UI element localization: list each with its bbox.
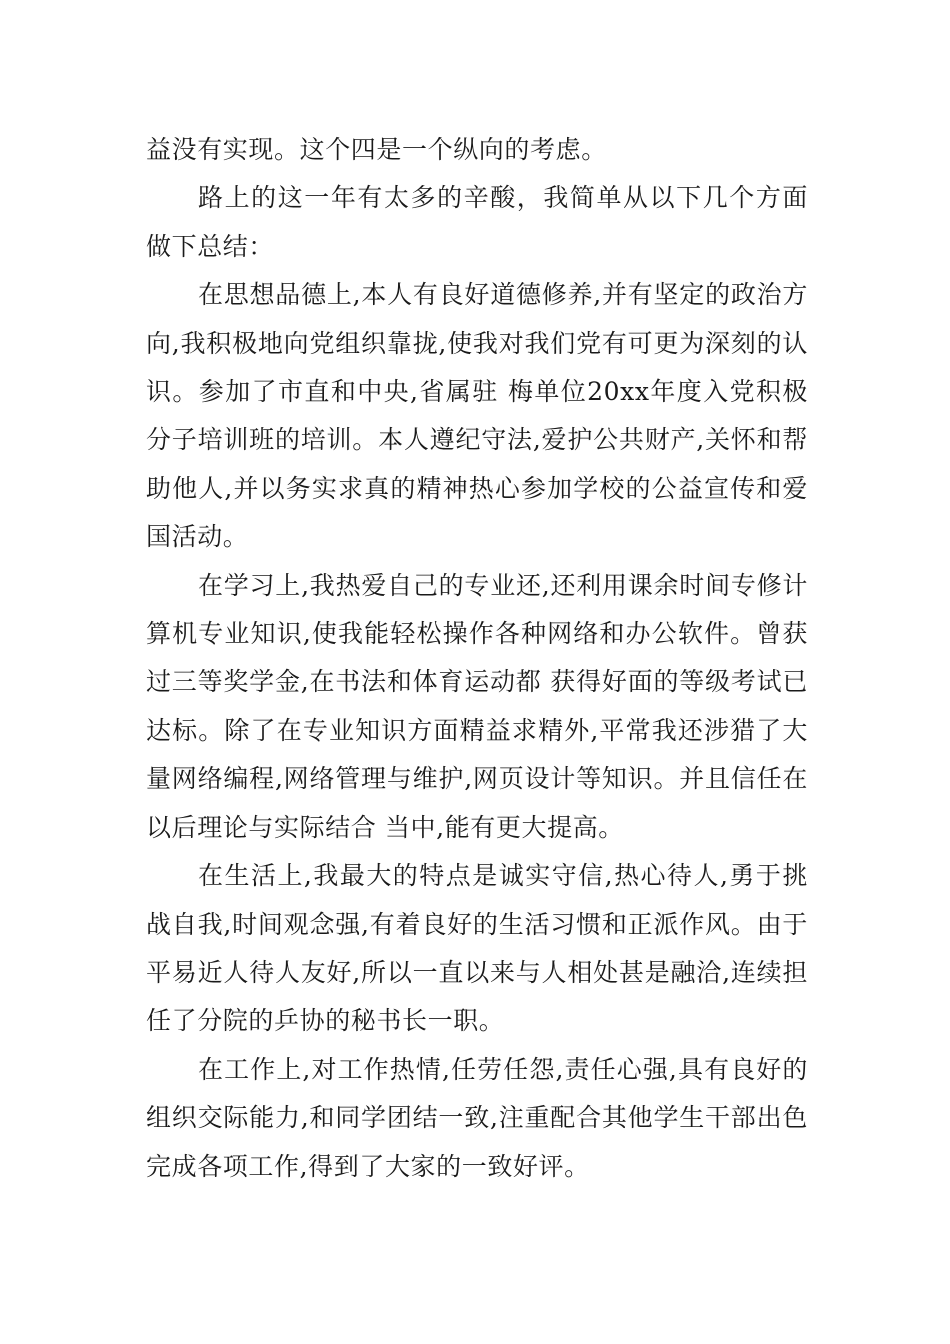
paragraph-ideology: 在思想品德上,本人有良好道德修养,并有坚定的政治方向,我积极地向党组织靠拢,使我对我们党有可更为深刻的认识。参加了市直和中央,省属驻 梅单位20xx年度入党积极分子培训班的培训。本人遵纪守法,爱护公共财产,关怀和帮助他人,并以务实求真的精神热心参加学校的公益宣传和爱国活动。 (146, 280, 808, 552)
paragraph-continuation: 益没有实现。这个四是一个纵向的考虑。 (146, 135, 607, 164)
document-body (146, 126, 808, 1191)
paragraph-study: 在学习上,我热爱自己的专业还,还利用课余时间专修计算机专业知识,使我能轻松操作各种网络和办公软件。曾获过三等奖学金,在书法和体育运动都 获得好面的等级考试已达标。除了在专业知识方面精益求精外,平常我还涉猎了大量网络编程,网络管理与维护,网页设计等知识。并且信任在以后理论与实际结合 当中,能有更大提高。 (146, 570, 808, 842)
paragraph-life: 在生活上,我最大的特点是诚实守信,热心待人,勇于挑战自我,时间观念强,有着良好的生活习惯和正派作风。由于平易近人待人友好,所以一直以来与人相处甚是融洽,连续担任了分院的乒协的秘书长一职。 (146, 861, 808, 1036)
paragraph-summary-intro: 路上的这一年有太多的辛酸，我简单从以下几个方面做下总结： (146, 183, 808, 261)
paragraph-work: 在工作上,对工作热情,任劳任怨,责任心强,具有良好的组织交际能力,和同学团结一致,注重配合其他学生干部出色完成各项工作,得到了大家的一致好评。 (146, 1054, 808, 1181)
